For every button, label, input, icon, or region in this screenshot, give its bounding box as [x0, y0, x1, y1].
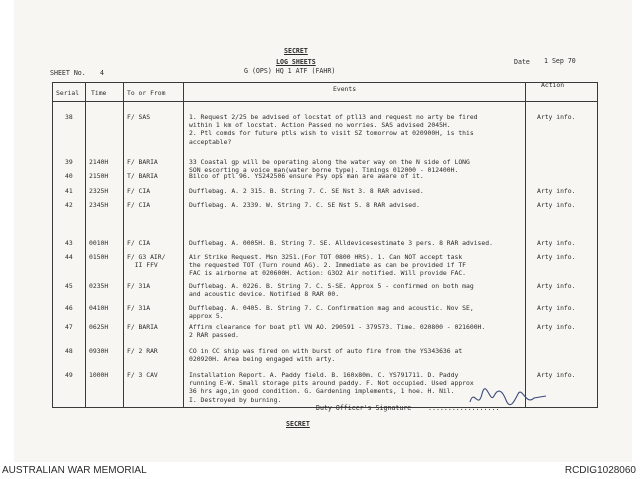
row-serial: 45 [65, 282, 73, 290]
row-event-line: 36 hrs ago,in good condition. G. Gardening implements, 1 hoe. H. Nil. [189, 387, 455, 396]
row-from: T/ BARIA [127, 172, 158, 180]
log-title: LOG SHEETS [276, 58, 316, 66]
row-event-line: 1. Request 2/25 be advised of locstat of ptl13 and request no arty be fired [189, 113, 478, 121]
row-event-line: Installation Report. A. Paddy field. B. 160x80m. C. YS791711. D. Paddy [189, 371, 459, 379]
row-action: Arty info. [537, 253, 576, 261]
row-serial: 41 [65, 187, 73, 195]
row-event-line: FAC is airborne at 020600H. Action: G3O2 Air notified. Will provide FAC. [189, 269, 467, 278]
row-serial: 46 [65, 304, 73, 312]
row-event-line: within 1 km of locstat. Action Passed no worries. SAS advised 2045H. [189, 121, 451, 130]
row-serial: 39 [65, 158, 73, 166]
row-from: F/ 31A [127, 282, 151, 290]
row-action: Arty info. [537, 282, 576, 290]
row-event-line: Dufflebag. A. 2 315. B. String 7. C. SE Nst 3. 8 RAR advised. [189, 187, 424, 195]
row-serial: 49 [65, 371, 73, 379]
row-event-line: 33 Coastal gp will be operating along the water way on the N side of LONG [189, 158, 470, 166]
row-serial: 38 [65, 113, 73, 121]
classification-bottom: SECRET [286, 420, 310, 428]
signature [466, 384, 550, 414]
row-action: Arty info. [537, 371, 576, 379]
row-action: Arty info. [537, 304, 576, 312]
row-event-line: Dufflebag. A. 2339. W. String 7. C. SE Nst 5. 8 RAR advised. [189, 201, 420, 209]
row-event-line: and acoustic device. Notified 8 RAR 00. [189, 290, 340, 299]
row-from: F/ SAS [127, 113, 151, 121]
row-event-line: the requested TOT (Turn round AG). 2. Immediate as can be provided if TF [189, 261, 467, 270]
row-time: 2325H [89, 187, 109, 195]
row-time: 0010H [89, 239, 109, 247]
row-from: F/ BARIA [127, 158, 158, 166]
col-events: Events [333, 85, 357, 93]
row-action: Arty info. [537, 201, 576, 209]
row-from: F/ CIA [127, 201, 151, 209]
row-event-line: 2 RAR passed. [189, 331, 240, 340]
row-event-line: 2. Ptl comds for future ptls wish to visit SZ tomorrow at 020900H, is this [189, 129, 474, 138]
col-from: To or From [127, 89, 166, 97]
row-serial: 44 [65, 253, 73, 261]
date-label: Date [514, 58, 530, 66]
archive-id: RCDIG1028060 [564, 465, 636, 476]
row-from: F/ 2 RAR [127, 347, 158, 355]
row-serial: 47 [65, 323, 73, 331]
classification-top: SECRET [284, 47, 308, 55]
log-sheet [14, 0, 632, 462]
row-time: 0410H [89, 304, 109, 312]
row-serial: 43 [65, 239, 73, 247]
row-time: 1000H [89, 371, 109, 379]
sheet-number: 4 [100, 69, 104, 77]
row-event-line: Dufflebag. A. 0226. B. String 7. C. S-SE. Approx 5 - confirmed on both mag [189, 282, 474, 290]
row-action: Arty info. [537, 323, 576, 331]
row-event-line: Air Strike Request. Msn 3251.(For TOT 0800 HRS). 1. Can NOT accept task [189, 253, 463, 261]
row-time: 0150H [89, 253, 109, 261]
row-event-line: Dufflebag. A. 0005H. B. String 7. SE. Alldevicesestimate 3 pers. 8 RAR advised. [189, 239, 493, 247]
row-event-line: Bilco of ptl 96. YS242506 ensure Psy ops man are aware of it. [189, 172, 424, 180]
unit-line: G (OPS) HQ 1 ATF (FAHR) [244, 67, 336, 75]
signature-label: Duty Officer's Signature [316, 404, 412, 412]
row-action: Arty info. [537, 187, 576, 195]
row-time: 2150H [89, 172, 109, 180]
row-from: F/ 3 CAV [127, 371, 158, 379]
row-event-line: running E-W. Small storage pits around paddy. F. Not occupied. Used approx [189, 379, 474, 388]
signature-scribble-icon [466, 384, 550, 410]
log-table [52, 82, 598, 408]
row-from: F/ CIA [127, 187, 151, 195]
row-event-line: CO in CC ship was fired on with burst of auto fire from the YS343636 at [189, 347, 463, 355]
archive-name: AUSTRALIAN WAR MEMORIAL [2, 465, 147, 476]
date-value: 1 Sep 70 [544, 57, 576, 65]
signature-dots: .................. [428, 404, 500, 412]
row-from: F/ CIA [127, 239, 151, 247]
row-time: 2345H [89, 201, 109, 209]
row-time: 0625H [89, 323, 109, 331]
row-event-line: Dufflebag. A. 0405. B. String 7. C. Confirmation mag and acoustic. Nov SE, [189, 304, 474, 312]
row-serial: 42 [65, 201, 73, 209]
archive-footer [0, 463, 640, 479]
row-event-line: I. Destroyed by burning. [189, 395, 282, 404]
row-action: Arty info. [537, 113, 576, 121]
row-from: F/ 31A [127, 304, 151, 312]
col-serial: Serial [56, 89, 80, 97]
row-event-line: 020920H. Area being engaged with arty. [189, 355, 336, 364]
col-time: Time [91, 89, 107, 97]
row-from: F/ BARIA [127, 323, 158, 331]
col-action: Action [541, 81, 565, 89]
row-action: Arty info. [537, 239, 576, 247]
row-from: F/ G3 AIR/ II FFV [127, 253, 166, 270]
row-serial: 40 [65, 172, 73, 180]
row-time: 0930H [89, 347, 109, 355]
row-event-line: Affirm clearance for boat ptl VN AO. 290591 - 379573. Time. 020800 - 021600H. [189, 323, 486, 331]
row-time: 2140H [89, 158, 109, 166]
row-event-line: SON escorting a voice man(water borne type). Timings 012000 - 012400H. [189, 166, 459, 175]
row-event-line: acceptable? [189, 137, 232, 146]
row-time: 0235H [89, 282, 109, 290]
sheet-label: SHEET No. [50, 69, 86, 77]
row-event-line: approx 5. [189, 312, 224, 321]
row-serial: 48 [65, 347, 73, 355]
